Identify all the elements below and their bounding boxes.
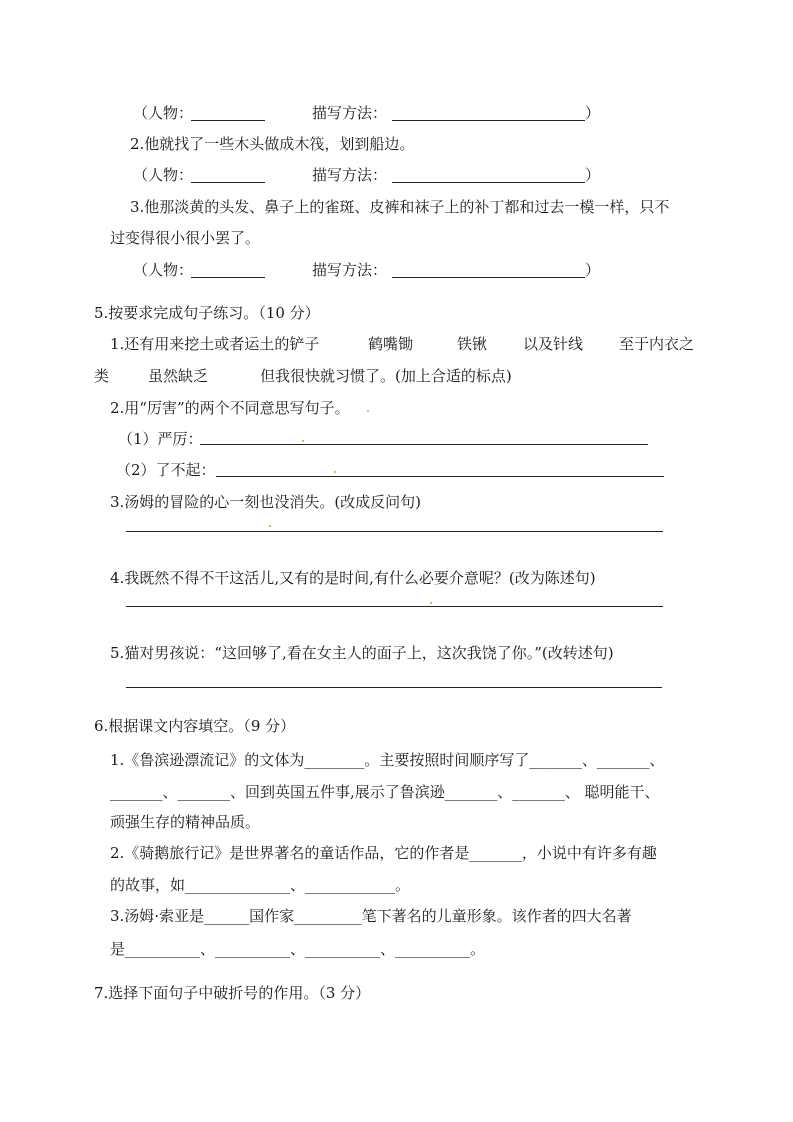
q5-p2-a-blank[interactable]	[200, 444, 648, 445]
q5-p4: 4.我既然不得不干这活儿,又有的是时间,有什么必要介意呢？(改为陈述句)	[110, 569, 596, 587]
q6-line-2: _______、_______、回到英国五件事,展示了鲁滨逊_______、_______、 聪明能干、	[110, 783, 660, 801]
speck-mark	[302, 440, 304, 442]
q5-p2-b-label: （2）了不起：	[116, 461, 216, 479]
method-label: 描写方法：	[312, 104, 388, 122]
close-paren: ）	[585, 166, 601, 184]
q5-p1-seg: 以及针线	[523, 335, 584, 353]
q6-title: 6.根据课文内容填空。（9 分）	[94, 717, 296, 735]
q4-sentence-2: 2.他就找了一些木头做成木筏，划到船边。	[130, 135, 415, 153]
q5-p3: 3.汤姆的冒险的心一刻也没消失。(改成反问句)	[110, 493, 422, 511]
q5-p1-seg: 至于内衣之	[619, 335, 695, 353]
q5-p4-blank[interactable]	[126, 606, 663, 607]
q5-p1-seg: 鹤嘴锄	[368, 335, 414, 353]
speck-mark	[430, 602, 432, 604]
person-label: （人物：	[133, 261, 194, 279]
q6-line-6: 3.汤姆·索亚是______国作家_________笔下著名的儿童形象。该作者的四大名著	[110, 907, 632, 925]
method-blank[interactable]	[392, 277, 585, 278]
speck-mark	[269, 525, 271, 527]
person-label: （人物：	[133, 166, 194, 184]
q5-p1-seg: 1.还有用来挖土或者运土的铲子	[110, 335, 320, 353]
q6-line-7: 是__________、__________、__________、__________。	[110, 940, 486, 958]
speck-mark	[334, 471, 336, 473]
q6-line-5: 的故事，如______________、____________。	[110, 876, 411, 894]
q4-sentence-3-line1: 3.他那淡黄的头发、鼻子上的雀斑、皮裤和袜子上的补丁都和过去一模一样，只不	[130, 198, 670, 216]
q6-line-3: 顽强生存的精神品质。	[110, 813, 261, 831]
person-label: （人物：	[133, 104, 194, 122]
method-label: 描写方法：	[312, 166, 388, 184]
q5-p1-seg: 但我很快就习惯了。(加上合适的标点)	[260, 367, 512, 385]
method-label: 描写方法：	[312, 261, 388, 279]
q5-p1-seg: 类	[94, 367, 110, 385]
q5-p2-a-label: （1）严厉：	[118, 430, 203, 448]
close-paren: ）	[585, 261, 601, 279]
q5-title: 5.按要求完成句子练习。（10 分）	[94, 304, 320, 322]
q5-p5: 5.猫对男孩说：“这回够了,看在女主人的面子上，这次我饶了你。”(改转述句)	[110, 644, 614, 662]
q5-p2-b-blank[interactable]	[216, 476, 664, 477]
q4-sentence-3-line2: 过变得很小很小罢了。	[110, 229, 261, 247]
speck-mark	[367, 410, 369, 412]
q5-p1-seg: 虽然缺乏	[148, 367, 209, 385]
q5-p1-seg: 铁锹	[457, 335, 488, 353]
q5-p3-blank[interactable]	[126, 531, 663, 532]
method-blank[interactable]	[392, 120, 585, 121]
q6-line-4: 2.《骑鹅旅行记》是世界著名的童话作品，它的作者是_______，小说中有许多有趣	[110, 844, 657, 862]
q5-p5-blank[interactable]	[126, 687, 662, 688]
q6-line-1: 1.《鲁滨逊漂流记》的文体为________。主要按照时间顺序写了_______、_______、	[110, 751, 665, 769]
person-blank[interactable]	[191, 277, 265, 278]
person-blank[interactable]	[191, 182, 265, 183]
q7-title: 7.选择下面句子中破折号的作用。（3 分）	[94, 984, 371, 1002]
method-blank[interactable]	[392, 182, 585, 183]
close-paren: ）	[585, 104, 601, 122]
person-blank[interactable]	[191, 120, 265, 121]
q5-p2: 2.用“厉害”的两个不同意思写句子。	[110, 399, 350, 417]
